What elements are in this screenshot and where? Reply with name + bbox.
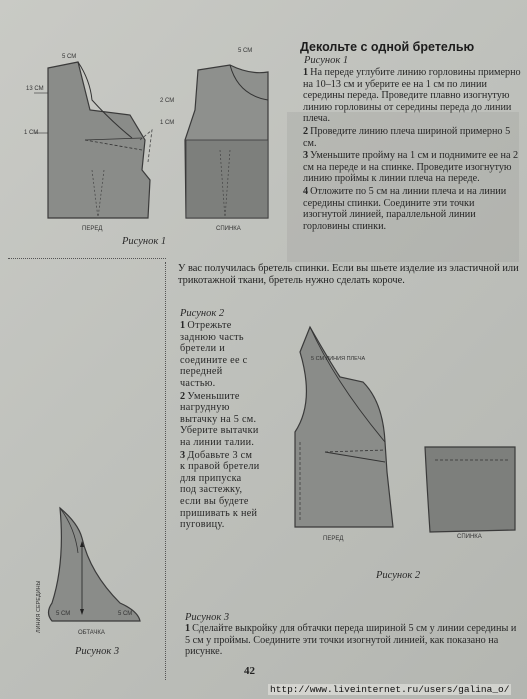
fig2-step-2: 2 Уменьшите нагрудную вытачку на 5 см. Уберите вытачки на линии талии. bbox=[180, 390, 259, 448]
figure-3-steps bbox=[185, 623, 520, 658]
fig1-dim-13cm: 13 СМ bbox=[26, 86, 44, 92]
fig1-step-3: 3 Уменьшите пройму на 1 см и поднимите ее на 2 см на переде и на спинке. Проведите изогнутую линию проймы к линии плеча на переде. bbox=[303, 150, 519, 185]
figure-2-diagram bbox=[285, 322, 520, 562]
fig3-side-label: ЛИНИЯ СЕРЕДИНЫ bbox=[36, 580, 42, 633]
fig1-step-4: 4 Отложите по 5 см на линии плеча и на линии середины спинки. Соедините эти точки изогнутой линией, параллельной линии горловины спинки. bbox=[303, 185, 507, 232]
fig1-dim-1cm-back: 1 СМ bbox=[160, 120, 175, 126]
watermark-url: http://www.liveinternet.ru/users/galina_o/ bbox=[270, 684, 510, 695]
fig1-dim-5cm-front: 5 СМ bbox=[62, 54, 77, 60]
figure-2-steps bbox=[180, 320, 260, 531]
figure-3-caption: Рисунок 3 bbox=[75, 646, 120, 657]
fig2-step-1: 1 Отрежьте заднюю часть бретели и соедините ее с передней частью. bbox=[180, 320, 248, 389]
fig1-step-2: 2 Проведите линию плеча шириной примерно 5 см. bbox=[303, 125, 511, 149]
figure-1-steps bbox=[303, 67, 521, 232]
fig3-dim-left: 5 СМ bbox=[56, 611, 71, 617]
fig2-strap-label: 5 СМ ЛИНИЯ ПЛЕЧА bbox=[311, 356, 366, 362]
fig2-back-label: СПИНКА bbox=[457, 534, 482, 540]
fig1-dim-5cm-back: 5 СМ bbox=[238, 48, 253, 54]
figure-1-diagram bbox=[20, 40, 280, 255]
page-number: 42 bbox=[244, 665, 255, 677]
figure-3-diagram bbox=[30, 503, 160, 643]
figure-3-subtitle: Рисунок 3 bbox=[185, 612, 230, 623]
facing-piece bbox=[49, 508, 141, 621]
vertical-divider bbox=[165, 262, 166, 680]
fig1-step-1: 1 На переде углубите линию горловины примерно на 10–13 см и уберите ее на 1 см по линии середины переда. Проведите плавно изогнутую линию горловины от середины переда до линии плеча. bbox=[303, 67, 521, 125]
fig3-dim-right: 5 СМ bbox=[118, 611, 133, 617]
front-pattern-piece bbox=[48, 62, 150, 218]
fig1-dim-2cm: 2 СМ bbox=[160, 98, 175, 104]
section-heading: Декольте с одной бретелью bbox=[300, 40, 475, 54]
fig2-front-label: ПЕРЕД bbox=[323, 536, 344, 542]
fig2-step-3: 3 Добавьте 3 см к правой бретели для припуска под застежку, если вы будете пришивать к ней пуговицу. bbox=[180, 449, 260, 531]
strap-paragraph: У вас получилась бретель спинки. Если вы шьете изделие из эластичной или трикотажной ткани, бретель нужно сделать короче. bbox=[178, 263, 519, 286]
figure-2-subtitle: Рисунок 2 bbox=[180, 308, 225, 319]
fig3-step-1: 1 Сделайте выкройку для обтачки переда шириной 5 см у линии середины и 5 см у проймы. Соедините эти точки изогнутой линией, как показано на рисунке. bbox=[185, 623, 517, 658]
fig3-facing-label: ОБТАЧКА bbox=[78, 630, 105, 636]
fig1-front-label: ПЕРЕД bbox=[82, 226, 103, 232]
horizontal-divider bbox=[8, 258, 166, 259]
fig1-dim-1cm-front: 1 СМ bbox=[24, 130, 39, 136]
figure-2-caption: Рисунок 2 bbox=[376, 570, 421, 581]
figure-1-caption: Рисунок 1 bbox=[122, 236, 167, 247]
figure-1-subtitle: Рисунок 1 bbox=[304, 55, 349, 66]
fig1-back-label: СПИНКА bbox=[216, 226, 241, 232]
